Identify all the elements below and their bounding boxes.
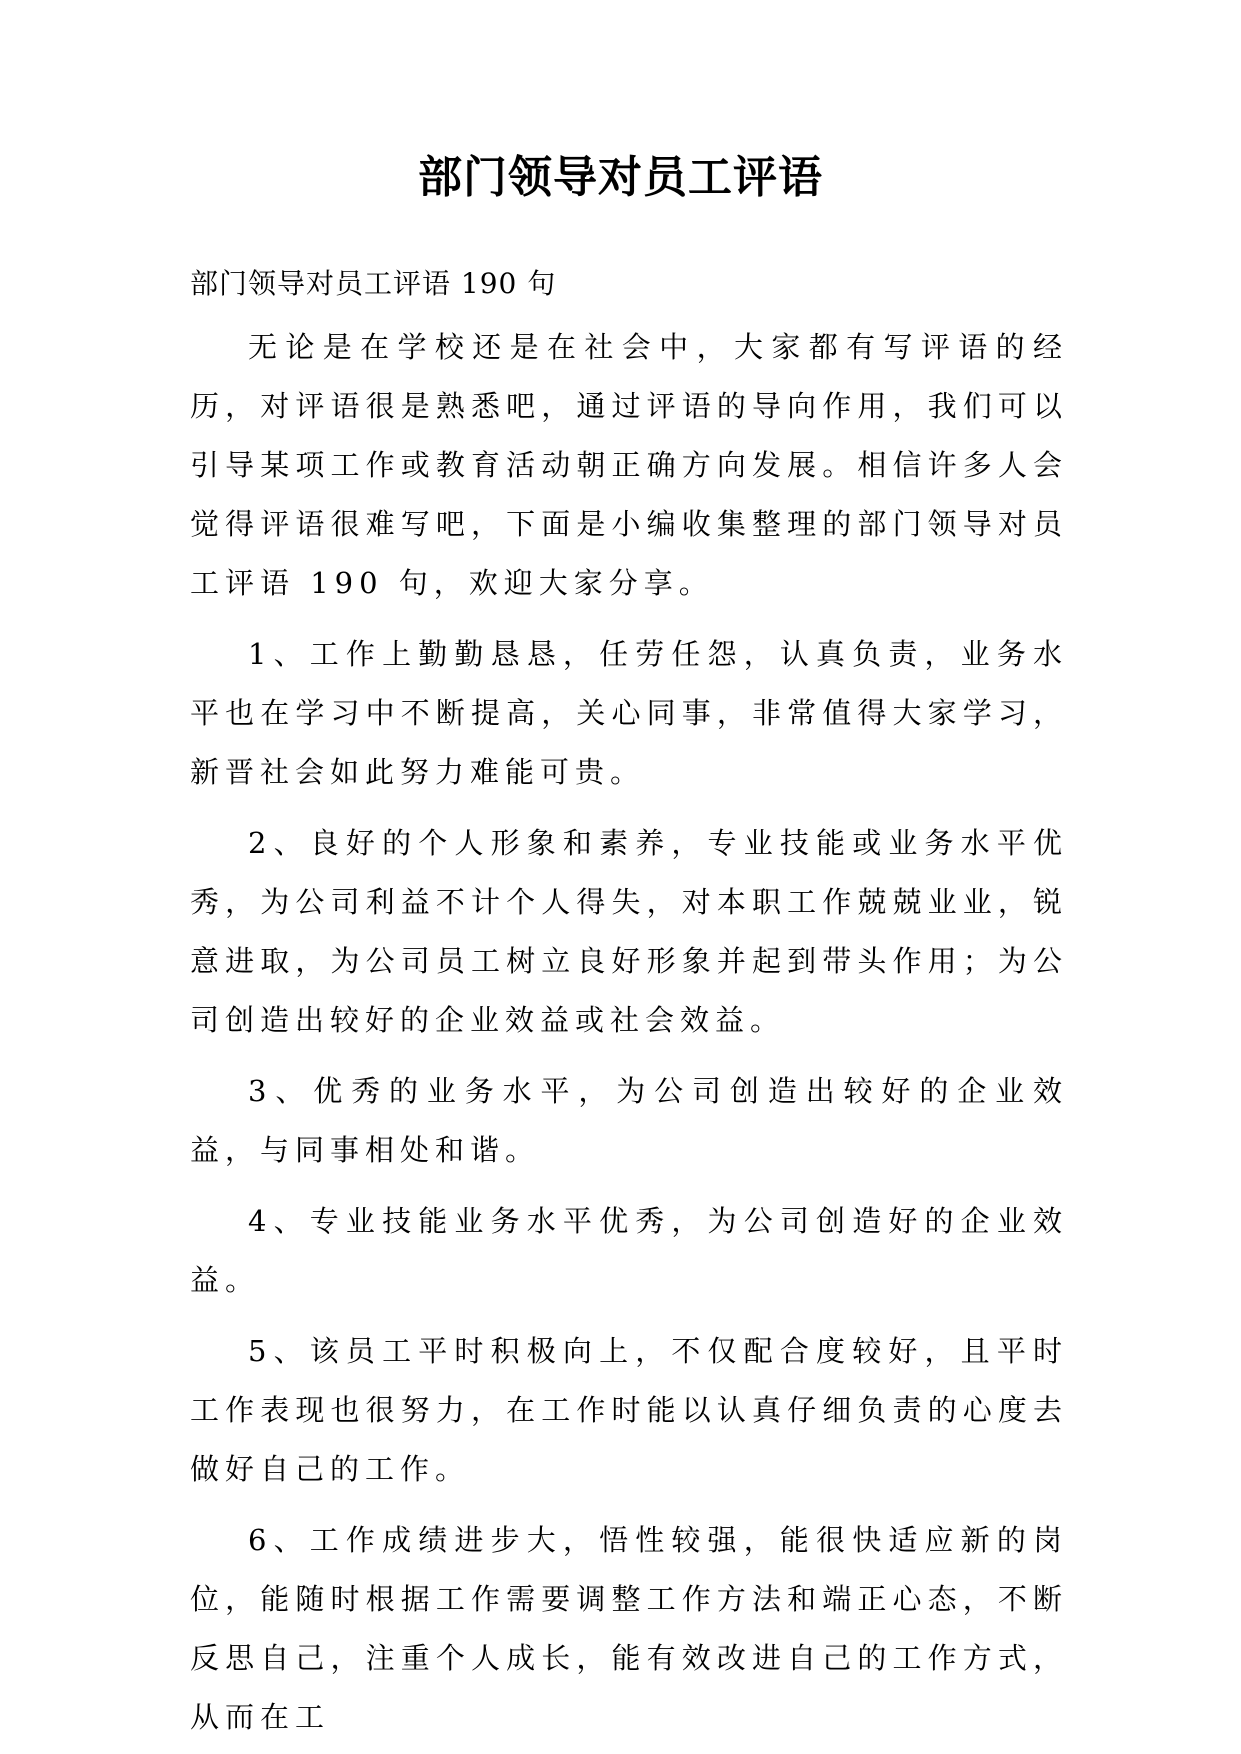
comment-paragraph-5: 5、该员工平时积极向上，不仅配合度较好，且平时工作表现也很努力，在工作时能以认真仔细负责的心度去做好自己的工作。 bbox=[190, 1334, 1068, 1486]
comment-paragraph-2: 2、良好的个人形象和素养，专业技能或业务水平优秀，为公司利益不计个人得失，对本职工作兢兢业业，锐意进取，为公司员工树立良好形象并起到带头作用；为公司创造出较好的企业效益或社会效益。 bbox=[190, 826, 1068, 1037]
comment-paragraph-3: 3、优秀的业务水平，为公司创造出较好的企业效益，与同事相处和谐。 bbox=[190, 1074, 1068, 1167]
comment-paragraph-6: 6、工作成绩进步大，悟性较强，能很快适应新的岗位，能随时根据工作需要调整工作方法和端正心态，不断反思自己，注重个人成长，能有效改进自己的工作方式，从而在工 bbox=[190, 1523, 1068, 1734]
intro-paragraph: 无论是在学校还是在社会中，大家都有写评语的经历，对评语很是熟悉吧，通过评语的导向作用，我们可以引导某项工作或教育活动朝正确方向发展。相信许多人会觉得评语很难写吧，下面是小编收集整理的部门领导对员工评语 190 句，欢迎大家分享。 bbox=[190, 330, 1068, 600]
document-body bbox=[190, 262, 1068, 1747]
comment-paragraph-1: 1、工作上勤勤恳恳，任劳任怨，认真负责，业务水平也在学习中不断提高，关心同事，非常值得大家学习，新晋社会如此努力难能可贵。 bbox=[190, 637, 1068, 789]
document-subtitle: 部门领导对员工评语 190 句 bbox=[190, 267, 557, 300]
page-title: 部门领导对员工评语 bbox=[418, 152, 823, 203]
comment-paragraph-4: 4、专业技能业务水平优秀，为公司创造好的企业效益。 bbox=[190, 1204, 1068, 1297]
